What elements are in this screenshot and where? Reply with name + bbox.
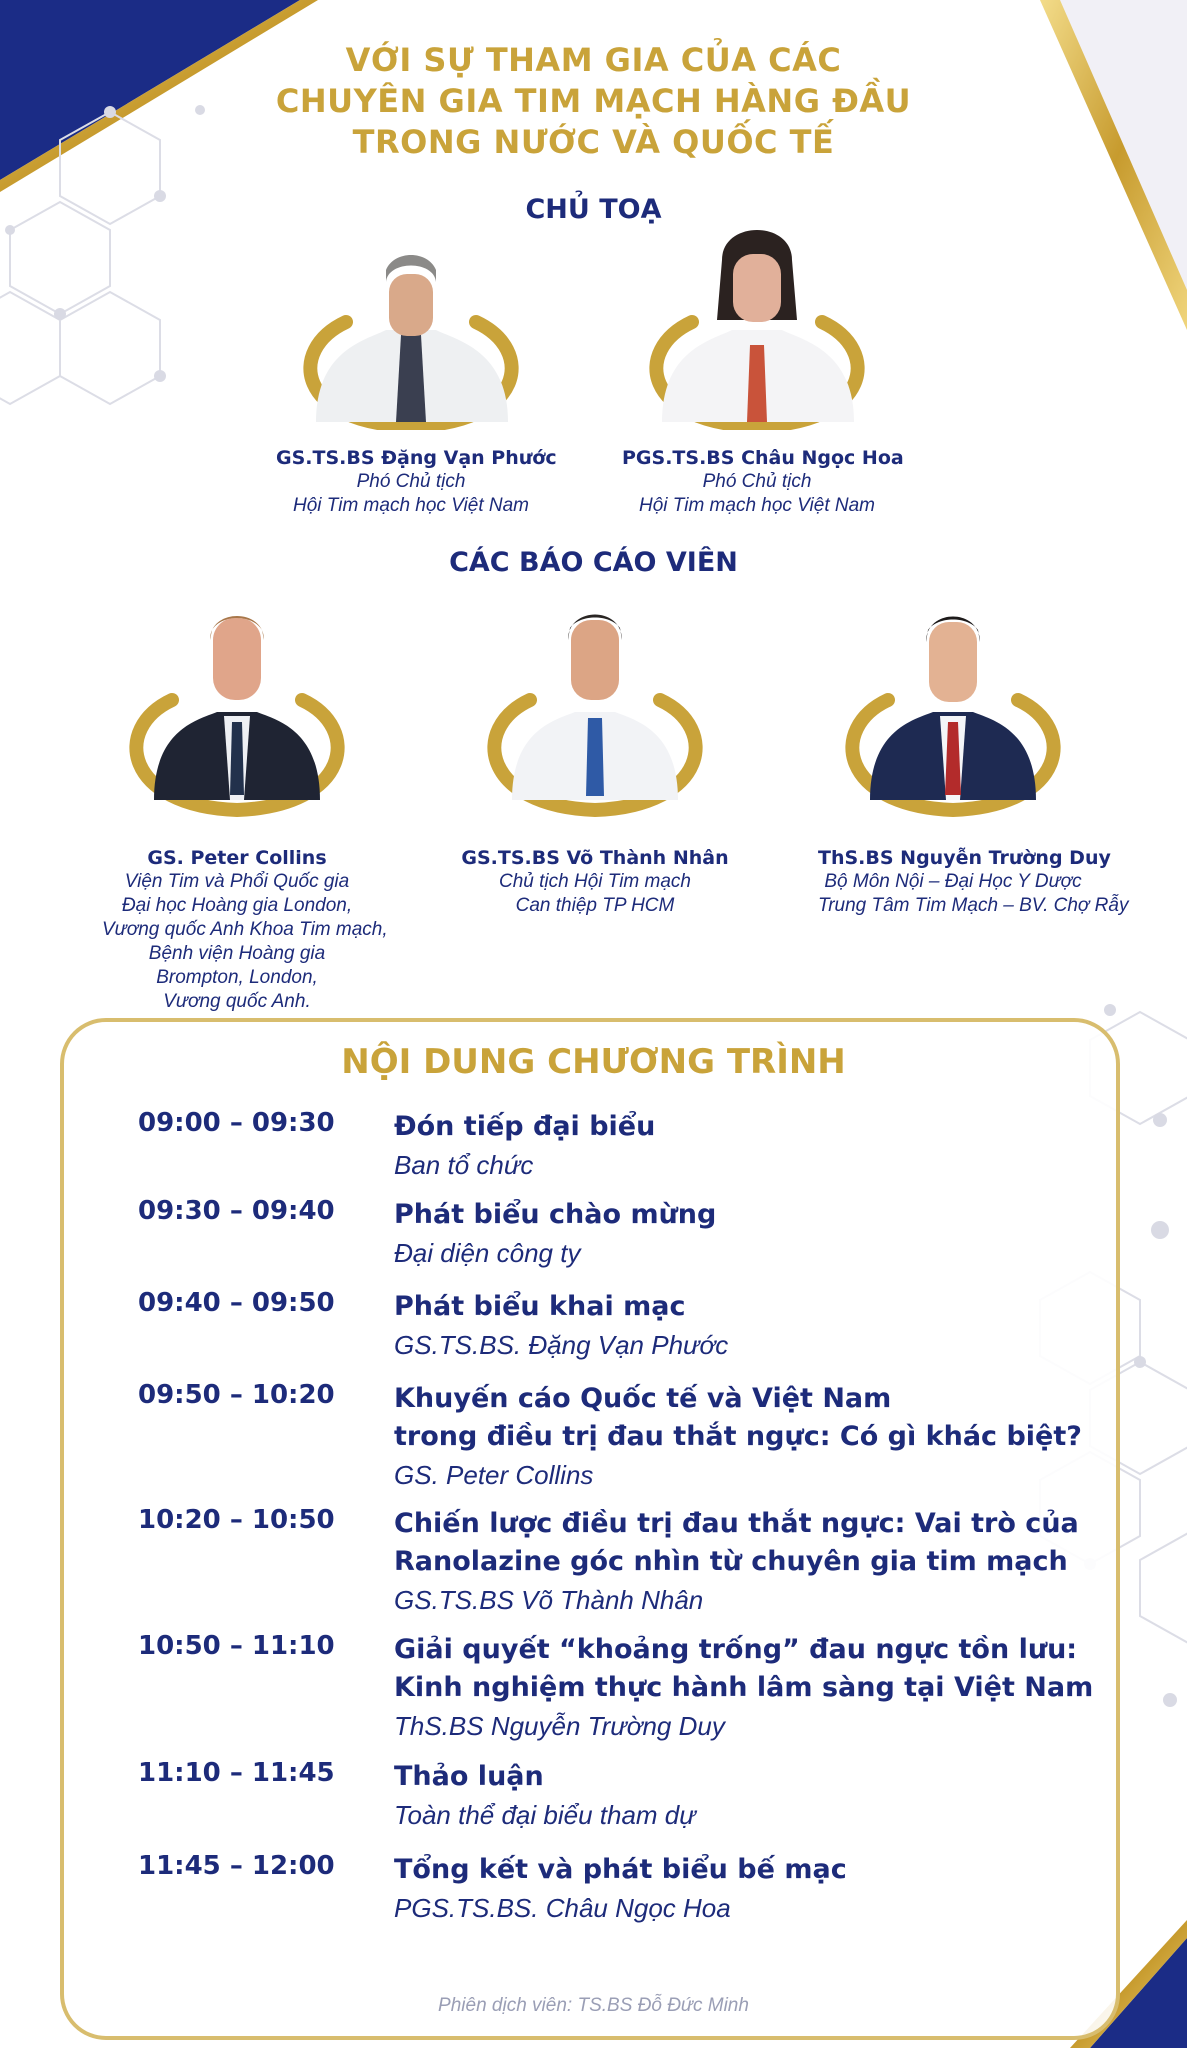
agenda-time: 11:10 – 11:45	[138, 1758, 335, 1788]
speaker-role: Đại học Hoàng gia London,	[121, 895, 353, 916]
speaker-card-3	[818, 600, 1129, 918]
male-speaker-portrait-icon	[818, 600, 1088, 830]
agenda-speaker: Toàn thể đại biểu tham dự	[394, 1800, 696, 1830]
agenda-speaker: Đại diện công ty	[394, 1238, 581, 1268]
speakers-title: CÁC BÁO CÁO VIÊN	[449, 547, 738, 578]
agenda-title: NỘI DUNG CHƯƠNG TRÌNH	[341, 1042, 846, 1082]
interpreter-note: Phiên dịch viên: TS.BS Đỗ Đức Minh	[438, 1995, 749, 2016]
speaker-card-1	[102, 600, 388, 1014]
male-speaker-portrait-icon	[102, 600, 372, 830]
speaker-role: Brompton, London,	[156, 967, 318, 988]
speaker-name: GS. Peter Collins	[147, 847, 327, 869]
agenda-topic: Kinh nghiệm thực hành lâm sàng tại Việt Nam	[394, 1672, 1094, 1703]
agenda-topic: Ranolazine góc nhìn từ chuyên gia tim mạch	[394, 1546, 1068, 1577]
female-doctor-portrait-icon	[622, 200, 892, 430]
agenda-topic: Phát biểu khai mạc	[394, 1291, 686, 1322]
agenda-speaker: GS.TS.BS. Đặng Vạn Phước	[394, 1330, 729, 1360]
speaker-role: Bệnh viện Hoàng gia	[148, 943, 326, 964]
agenda-topic: Giải quyết “khoảng trống” đau ngực tồn lưu:	[394, 1634, 1078, 1665]
agenda-speaker: Ban tổ chức	[394, 1150, 534, 1180]
chair-role: Phó Chủ tịch	[356, 471, 466, 492]
speaker-role: Trung Tâm Tim Mạch – BV. Chợ Rẫy	[818, 895, 1129, 916]
chair-name: PGS.TS.BS Châu Ngọc Hoa	[622, 447, 904, 469]
chair-org: Hội Tim mạch học Việt Nam	[639, 495, 875, 516]
headline-line-1: VỚI SỰ THAM GIA CỦA CÁC	[345, 41, 842, 79]
agenda-speaker: GS. Peter Collins	[394, 1460, 594, 1490]
agenda-time: 10:20 – 10:50	[138, 1505, 335, 1535]
chair-org: Hội Tim mạch học Việt Nam	[293, 495, 529, 516]
headline-line-3: TRONG NƯỚC VÀ QUỐC TẾ	[352, 123, 835, 161]
speaker-role: Can thiệp TP HCM	[515, 895, 675, 916]
chairs-title: CHỦ TOẠ	[525, 194, 662, 225]
speaker-name: GS.TS.BS Võ Thành Nhân	[461, 847, 729, 869]
agenda-time: 11:45 – 12:00	[138, 1851, 335, 1881]
agenda-time: 09:00 – 09:30	[138, 1108, 335, 1138]
speaker-name: ThS.BS Nguyễn Trường Duy	[818, 847, 1111, 869]
agenda-speaker: PGS.TS.BS. Châu Ngọc Hoa	[394, 1893, 731, 1923]
agenda-topic: Thảo luận	[394, 1761, 544, 1792]
speaker-card-2	[460, 600, 730, 918]
headline	[0, 40, 1187, 163]
agenda-time: 09:40 – 09:50	[138, 1288, 335, 1318]
speaker-role: Vương quốc Anh.	[163, 991, 311, 1012]
agenda-speaker: GS.TS.BS Võ Thành Nhân	[394, 1585, 704, 1615]
male-doctor-portrait-icon	[460, 600, 730, 830]
agenda-topic: Khuyến cáo Quốc tế và Việt Nam	[394, 1383, 892, 1414]
male-doctor-portrait-icon	[276, 200, 546, 430]
chair-role: Phó Chủ tịch	[702, 471, 812, 492]
agenda-speaker: ThS.BS Nguyễn Trường Duy	[394, 1711, 725, 1741]
chair-card-2	[622, 200, 904, 518]
headline-line-2: CHUYÊN GIA TIM MẠCH HÀNG ĐẦU	[275, 82, 912, 120]
agenda-time: 09:30 – 09:40	[138, 1196, 335, 1226]
agenda-topic: trong điều trị đau thắt ngực: Có gì khác biệt?	[394, 1421, 1082, 1452]
agenda-topic: Tổng kết và phát biểu bế mạc	[394, 1854, 847, 1885]
speaker-role: Bộ Môn Nội – Đại Học Y Dược	[824, 871, 1082, 892]
agenda-time: 09:50 – 10:20	[138, 1380, 335, 1410]
chair-name: GS.TS.BS Đặng Vạn Phước	[276, 447, 557, 469]
speaker-role: Viện Tim và Phổi Quốc gia	[124, 871, 350, 892]
agenda-topic: Chiến lược điều trị đau thắt ngực: Vai trò của	[394, 1508, 1079, 1539]
chair-card-1	[276, 200, 557, 518]
agenda-topic: Phát biểu chào mừng	[394, 1199, 717, 1230]
speaker-role: Chủ tịch Hội Tim mạch	[499, 871, 691, 892]
agenda-topic: Đón tiếp đại biểu	[394, 1111, 656, 1142]
agenda-time: 10:50 – 11:10	[138, 1631, 335, 1661]
speaker-role: Vương quốc Anh Khoa Tim mạch,	[102, 919, 388, 940]
